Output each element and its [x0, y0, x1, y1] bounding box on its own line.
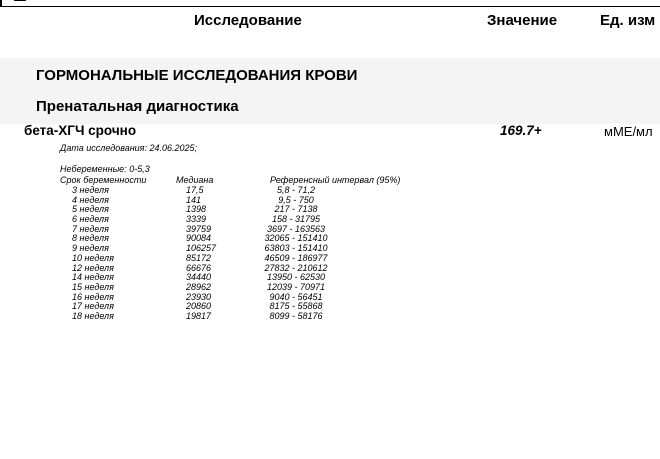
row-week: 16 неделя	[72, 291, 114, 302]
row-week: 9 неделя	[72, 243, 109, 254]
row-range: 8175 - 55868	[269, 301, 323, 312]
row-week: 17 неделя	[72, 301, 114, 312]
table-row	[0, 185, 660, 195]
row-week: 18 неделя	[72, 310, 114, 321]
test-date: Дата исследования: 24.06.2025;	[60, 143, 198, 153]
row-median: 1398	[186, 204, 207, 215]
table-row	[0, 301, 660, 311]
row-range: 46509 - 186977	[264, 252, 328, 263]
table-row	[0, 253, 660, 263]
table-row	[0, 224, 660, 234]
table-row	[0, 292, 660, 302]
test-name: бета-ХГЧ срочно	[24, 123, 137, 138]
row-range: 63803 - 151410	[264, 243, 328, 254]
row-median: 19817	[186, 310, 212, 321]
row-median: 20860	[186, 301, 212, 312]
ref-col-week: Срок беременности	[60, 175, 147, 185]
row-median: 28962	[186, 281, 212, 292]
row-range: 158 - 31795	[271, 214, 321, 225]
table-row	[0, 233, 660, 243]
left-border	[0, 0, 2, 6]
row-range: 13950 - 62530	[266, 272, 326, 283]
row-median: 23930	[186, 291, 212, 302]
row-median: 39759	[186, 223, 212, 234]
row-week: 15 неделя	[72, 281, 114, 292]
row-median: 66676	[186, 262, 212, 273]
row-week: 10 неделя	[72, 252, 114, 263]
row-median: 17,5	[186, 185, 204, 195]
row-range: 9,5 - 750	[278, 194, 314, 205]
row-week: 3 неделя	[72, 185, 109, 195]
row-week: 14 неделя	[72, 272, 114, 283]
row-median: 34440	[186, 272, 212, 283]
column-header-value: Значение	[487, 12, 558, 29]
table-row	[0, 243, 660, 253]
reference-table	[0, 185, 660, 321]
row-range: 8099 - 58176	[269, 310, 323, 321]
row-week: 12 неделя	[72, 262, 114, 273]
row-median: 141	[186, 194, 202, 205]
row-range: 3697 - 163563	[266, 223, 326, 234]
cut-off-text-fragment	[14, 0, 26, 1]
row-median: 106257	[186, 243, 217, 254]
row-week: 5 неделя	[72, 204, 109, 215]
table-row	[0, 272, 660, 282]
top-border	[0, 0, 660, 7]
table-row	[0, 311, 660, 321]
section-title: ГОРМОНАЛЬНЫЕ ИССЛЕДОВАНИЯ КРОВИ	[36, 67, 358, 84]
table-row	[0, 282, 660, 292]
row-median: 3339	[186, 214, 207, 225]
row-range: 5,8 - 71,2	[276, 185, 316, 195]
table-row	[0, 195, 660, 205]
reference-note	[60, 165, 150, 174]
row-median: 85172	[186, 252, 212, 263]
column-header-research: Исследование	[194, 12, 302, 29]
row-median: 90084	[186, 233, 212, 244]
row-week: 7 неделя	[72, 223, 109, 234]
ref-col-range: Референсный интервал (95%)	[270, 175, 401, 185]
row-week: 4 неделя	[72, 194, 109, 205]
test-unit: мМЕ/мл	[604, 124, 653, 139]
row-range: 217 - 7138	[274, 204, 318, 215]
section-subtitle: Пренатальная диагностика	[36, 98, 239, 115]
row-range: 9040 - 56451	[269, 291, 323, 302]
test-value: 169.7+	[500, 123, 542, 138]
row-week: 6 неделя	[72, 214, 109, 225]
row-week: 8 неделя	[72, 233, 109, 244]
row-range: 27832 - 210612	[264, 262, 328, 273]
table-row	[0, 214, 660, 224]
table-row	[0, 263, 660, 273]
row-range: 32065 - 151410	[264, 233, 328, 244]
row-range: 12039 - 70971	[266, 281, 326, 292]
column-header-unit: Ед. изм	[600, 12, 656, 29]
non-pregnant-range: Небеременные: 0-5,3	[60, 164, 150, 174]
ref-col-median: Медиана	[176, 175, 214, 185]
table-row	[0, 204, 660, 214]
